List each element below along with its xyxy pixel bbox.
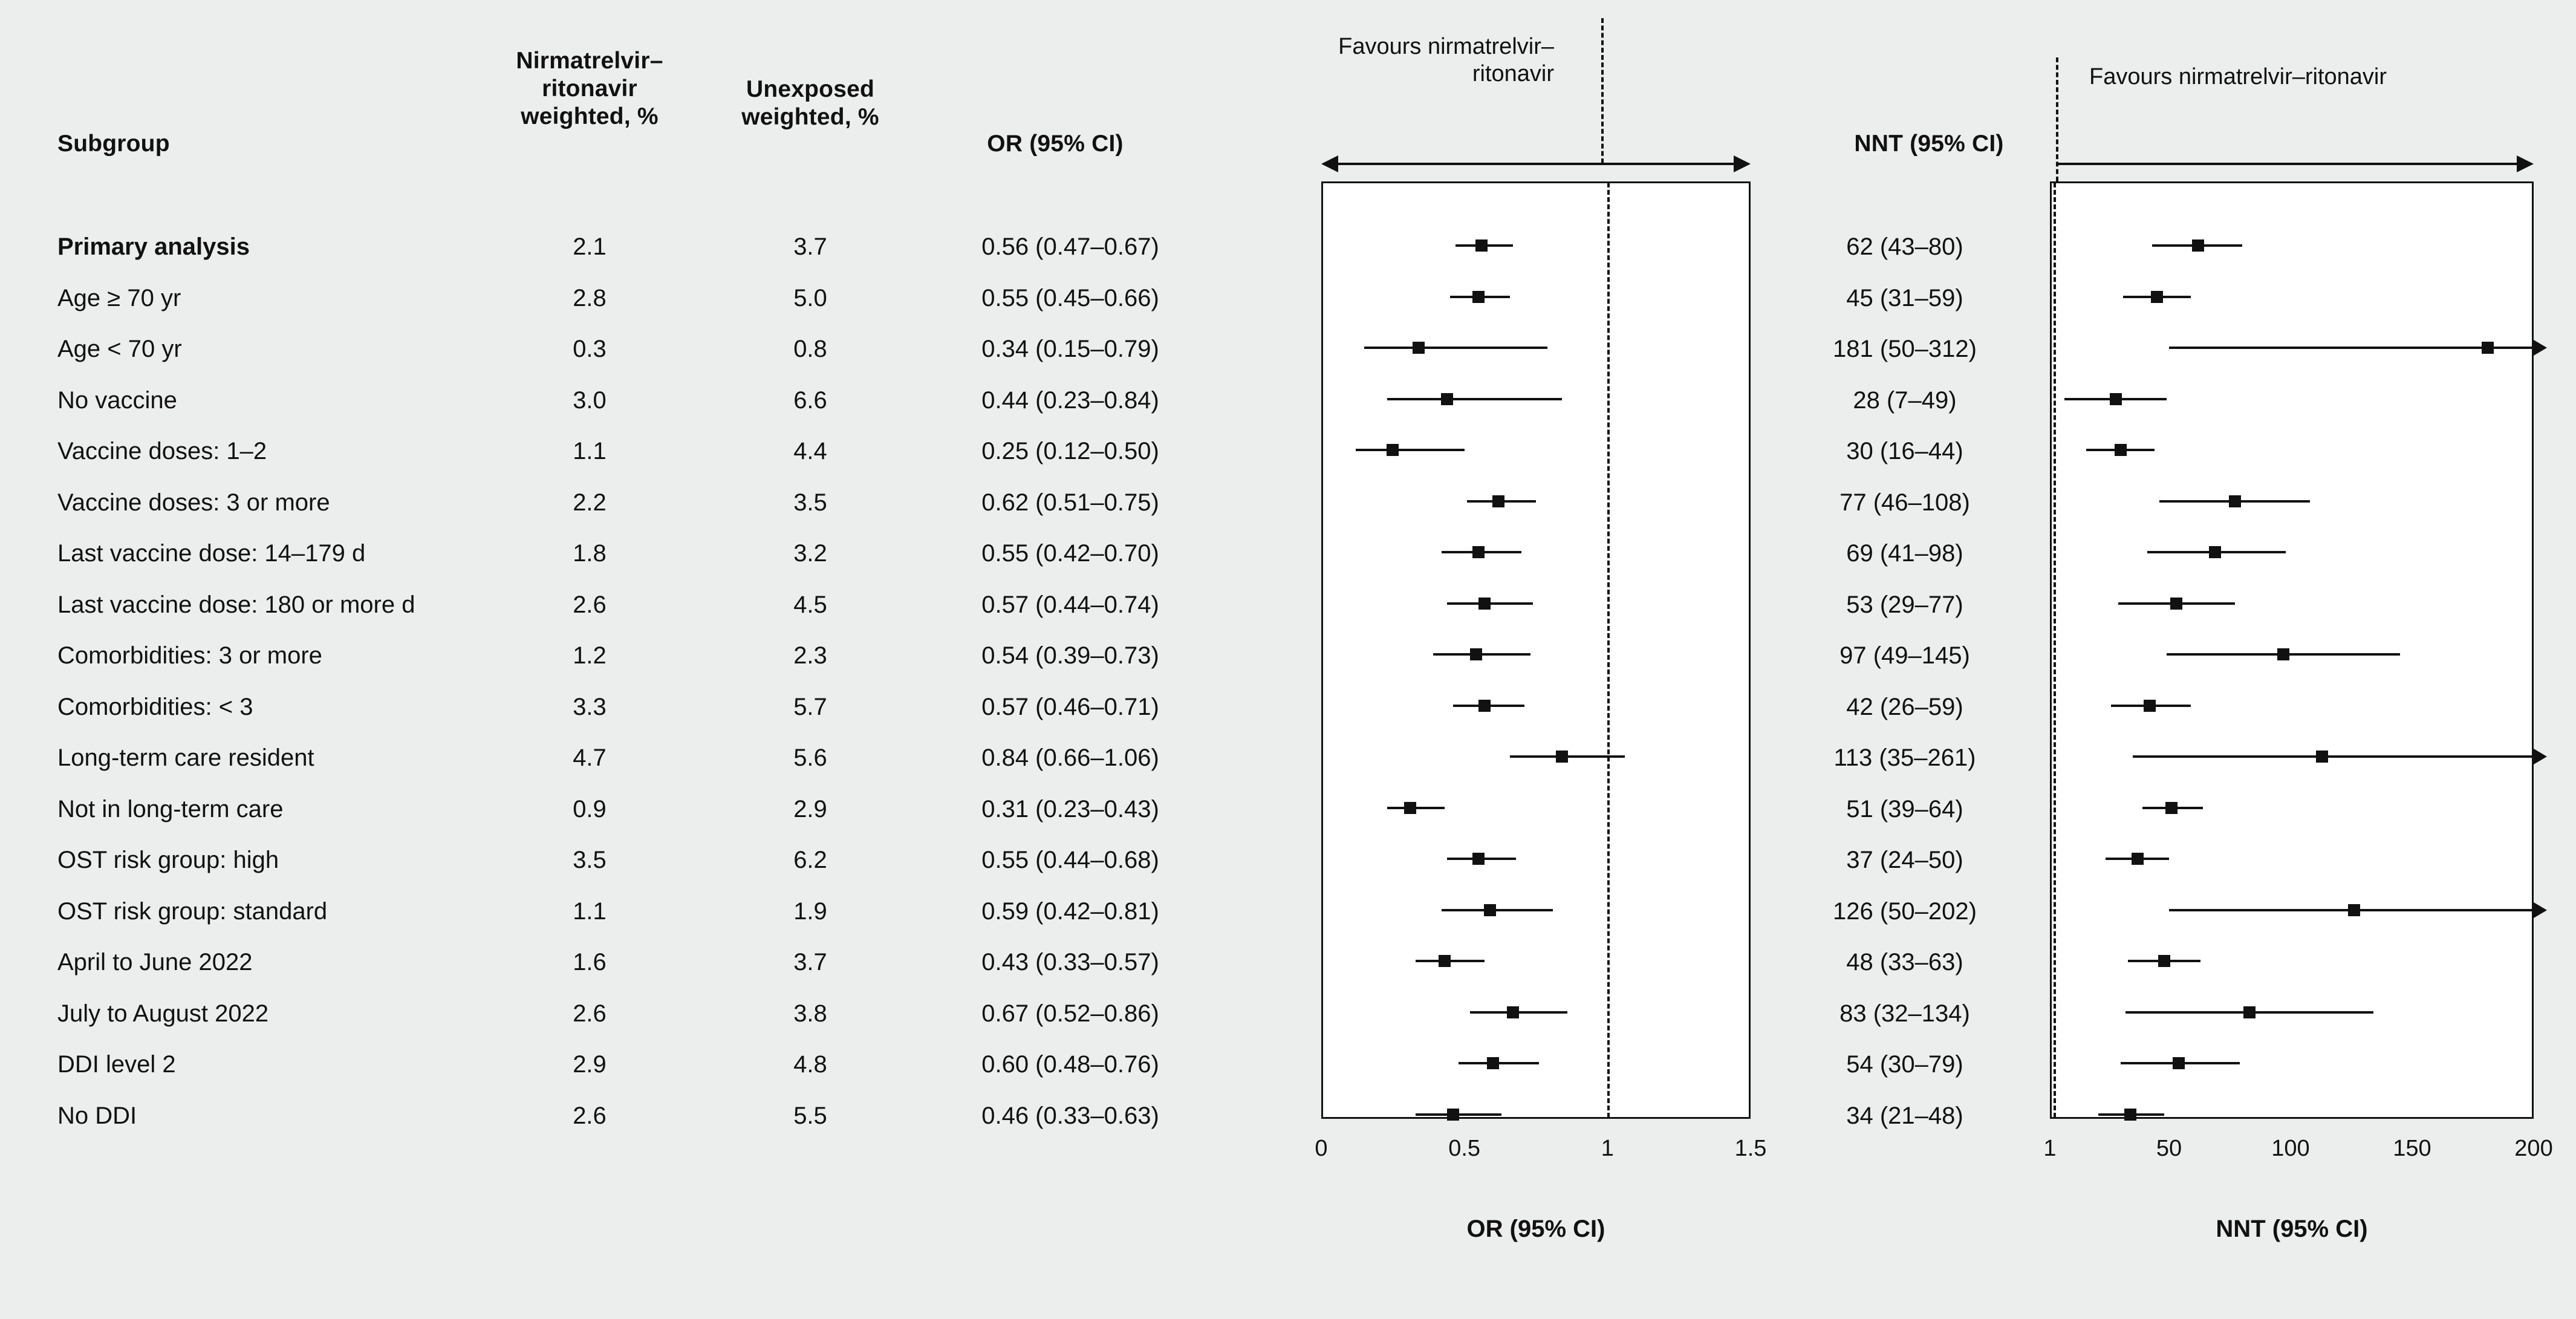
row-label-16: DDI level 2 (57, 1051, 176, 1078)
cell-unexposed-5: 3.5 (793, 489, 827, 516)
cell-nirmatrelvir-6: 1.8 (573, 540, 607, 567)
cell-nirmatrelvir-7: 2.6 (573, 591, 607, 618)
cell-or-6: 0.55 (0.42–0.70) (981, 540, 1159, 567)
cell-unexposed-15: 3.8 (793, 1000, 827, 1027)
cell-nnt-0: 62 (43–80) (1846, 233, 1963, 260)
header-nirmatrelvir-line1: Nirmatrelvir– (516, 48, 663, 74)
or-point-marker-12 (1472, 853, 1485, 865)
nnt-ci-arrow-10 (2534, 749, 2547, 764)
or-point-marker-9 (1478, 700, 1491, 712)
cell-nnt-14: 48 (33–63) (1846, 949, 1963, 975)
nnt-point-marker-5 (2229, 495, 2241, 507)
row-label-5: Vaccine doses: 3 or more (57, 489, 330, 516)
cell-or-2: 0.34 (0.15–0.79) (981, 336, 1159, 362)
cell-unexposed-11: 2.9 (793, 795, 827, 822)
or-point-marker-1 (1472, 291, 1485, 303)
or-ci-line-4 (1356, 449, 1465, 451)
nnt-ci-arrow-13 (2534, 902, 2547, 918)
row-label-11: Not in long-term care (57, 795, 284, 822)
cell-unexposed-1: 5.0 (793, 284, 827, 311)
cell-unexposed-12: 6.2 (793, 847, 827, 873)
or-axis-tick-1: 0.5 (1448, 1136, 1481, 1161)
cell-unexposed-16: 4.8 (793, 1051, 827, 1078)
or-axis-tick-2: 1 (1601, 1136, 1614, 1161)
row-label-8: Comorbidities: 3 or more (57, 642, 322, 669)
row-label-6: Last vaccine dose: 14–179 d (57, 540, 366, 567)
cell-nnt-9: 42 (26–59) (1846, 693, 1963, 720)
cell-or-10: 0.84 (0.66–1.06) (981, 744, 1159, 771)
row-label-4: Vaccine doses: 1–2 (57, 438, 267, 464)
or-point-marker-15 (1507, 1006, 1519, 1018)
or-forest-panel (1321, 181, 1751, 1119)
cell-nnt-6: 69 (41–98) (1846, 540, 1963, 567)
row-label-7: Last vaccine dose: 180 or more d (57, 591, 415, 618)
axis-title-or: OR (95% CI) (1466, 1216, 1605, 1242)
nnt-ci-line-10 (2133, 755, 2534, 758)
cell-nnt-4: 30 (16–44) (1846, 438, 1963, 464)
or-point-marker-13 (1484, 904, 1496, 916)
cell-or-7: 0.57 (0.44–0.74) (981, 591, 1159, 618)
cell-nirmatrelvir-15: 2.6 (573, 1000, 607, 1027)
header-unexposed-line1: Unexposed (746, 76, 874, 102)
cell-unexposed-8: 2.3 (793, 642, 827, 669)
or-reference-line (1607, 183, 1610, 1118)
cell-unexposed-7: 4.5 (793, 591, 827, 618)
nnt-point-marker-0 (2192, 239, 2204, 252)
cell-or-8: 0.54 (0.39–0.73) (981, 642, 1159, 669)
cell-nirmatrelvir-12: 3.5 (573, 847, 607, 873)
cell-or-13: 0.59 (0.42–0.81) (981, 897, 1159, 925)
cell-unexposed-9: 5.7 (793, 693, 827, 720)
cell-nirmatrelvir-2: 0.3 (573, 336, 607, 362)
nnt-point-marker-7 (2170, 598, 2182, 610)
cell-or-5: 0.62 (0.51–0.75) (981, 489, 1159, 516)
cell-unexposed-14: 3.7 (793, 949, 827, 975)
cell-nirmatrelvir-17: 2.6 (573, 1102, 607, 1129)
or-point-marker-0 (1475, 239, 1488, 252)
or-point-marker-2 (1413, 342, 1425, 354)
or-point-marker-7 (1478, 598, 1491, 610)
nnt-point-marker-1 (2151, 291, 2163, 303)
favours-double-arrow-or (1321, 162, 1751, 166)
nnt-point-marker-4 (2115, 444, 2127, 456)
cell-nnt-5: 77 (46–108) (1839, 489, 1970, 516)
favours-label-nnt: Favours nirmatrelvir–ritonavir (2089, 64, 2387, 90)
cell-nnt-13: 126 (50–202) (1833, 897, 1977, 925)
header-nirmatrelvir-line3: weighted, % (521, 103, 659, 129)
nnt-forest-panel (2050, 181, 2534, 1119)
header-unexposed-line2: weighted, % (741, 104, 879, 130)
cell-or-16: 0.60 (0.48–0.76) (981, 1051, 1159, 1078)
cell-nirmatrelvir-16: 2.9 (573, 1051, 607, 1078)
row-label-0: Primary analysis (57, 233, 250, 260)
cell-unexposed-10: 5.6 (793, 744, 827, 771)
nnt-point-marker-13 (2348, 904, 2360, 916)
cell-nnt-17: 34 (21–48) (1846, 1102, 1963, 1129)
header-or: OR (95% CI) (987, 131, 1124, 157)
cell-nnt-15: 83 (32–134) (1839, 1000, 1970, 1027)
nnt-ci-arrow-2 (2534, 340, 2547, 356)
cell-nirmatrelvir-13: 1.1 (573, 897, 607, 925)
cell-nirmatrelvir-9: 3.3 (573, 693, 607, 720)
or-point-marker-11 (1404, 802, 1416, 814)
nnt-axis-tick-2: 100 (2271, 1136, 2310, 1161)
or-point-marker-16 (1487, 1057, 1499, 1069)
or-axis-tick-0: 0 (1315, 1136, 1328, 1161)
favours-divider-or (1601, 18, 1604, 163)
nnt-point-marker-8 (2277, 648, 2289, 660)
nnt-point-marker-12 (2132, 853, 2144, 865)
cell-nirmatrelvir-5: 2.2 (573, 489, 607, 516)
cell-or-17: 0.46 (0.33–0.63) (981, 1102, 1159, 1129)
cell-nirmatrelvir-4: 1.1 (573, 438, 607, 464)
cell-unexposed-17: 5.5 (793, 1102, 827, 1129)
row-label-12: OST risk group: high (57, 847, 279, 873)
cell-nnt-2: 181 (50–312) (1833, 336, 1977, 362)
cell-nnt-11: 51 (39–64) (1846, 795, 1963, 822)
cell-nnt-3: 28 (7–49) (1853, 386, 1957, 414)
cell-nirmatrelvir-10: 4.7 (573, 744, 607, 771)
cell-nnt-16: 54 (30–79) (1846, 1051, 1963, 1078)
cell-unexposed-4: 4.4 (793, 438, 827, 464)
nnt-reference-line (2054, 183, 2056, 1118)
cell-or-15: 0.67 (0.52–0.86) (981, 1000, 1159, 1027)
cell-or-14: 0.43 (0.33–0.57) (981, 949, 1159, 975)
row-label-3: No vaccine (57, 386, 177, 414)
cell-nnt-12: 37 (24–50) (1846, 847, 1963, 873)
row-label-13: OST risk group: standard (57, 897, 328, 925)
nnt-point-marker-16 (2173, 1057, 2185, 1069)
cell-nirmatrelvir-1: 2.8 (573, 284, 607, 311)
or-axis-tick-3: 1.5 (1734, 1136, 1767, 1161)
nnt-axis-tick-1: 50 (2156, 1136, 2182, 1161)
cell-or-12: 0.55 (0.44–0.68) (981, 847, 1159, 873)
favours-label-or: Favours nirmatrelvir–ritonavir (1338, 34, 1554, 86)
nnt-point-marker-3 (2110, 393, 2122, 405)
or-point-marker-3 (1441, 393, 1453, 405)
cell-or-11: 0.31 (0.23–0.43) (981, 795, 1159, 822)
favours-arrow-nnt (2056, 162, 2534, 166)
cell-or-4: 0.25 (0.12–0.50) (981, 438, 1159, 464)
cell-nirmatrelvir-3: 3.0 (573, 386, 607, 414)
row-label-15: July to August 2022 (57, 1000, 269, 1027)
cell-nnt-7: 53 (29–77) (1846, 591, 1963, 618)
header-nirmatrelvir-line2: ritonavir (542, 76, 637, 102)
cell-nirmatrelvir-11: 0.9 (573, 795, 607, 822)
or-point-marker-5 (1492, 495, 1504, 507)
cell-nirmatrelvir-0: 2.1 (573, 233, 607, 260)
nnt-axis-tick-0: 1 (2043, 1136, 2057, 1161)
cell-or-3: 0.44 (0.23–0.84) (981, 386, 1159, 414)
or-ci-line-3 (1387, 398, 1562, 400)
nnt-point-marker-17 (2124, 1109, 2136, 1121)
nnt-point-marker-11 (2165, 802, 2178, 814)
or-point-marker-17 (1447, 1109, 1459, 1121)
nnt-point-marker-14 (2158, 955, 2170, 967)
row-label-10: Long-term care resident (57, 744, 314, 771)
nnt-ci-line-2 (2169, 347, 2534, 349)
cell-nnt-1: 45 (31–59) (1846, 284, 1963, 311)
nnt-point-marker-9 (2144, 700, 2156, 712)
cell-unexposed-13: 1.9 (793, 897, 827, 925)
row-label-9: Comorbidities: < 3 (57, 693, 253, 720)
cell-nirmatrelvir-8: 1.2 (573, 642, 607, 669)
cell-unexposed-2: 0.8 (793, 336, 827, 362)
cell-unexposed-3: 6.6 (793, 386, 827, 414)
cell-or-9: 0.57 (0.46–0.71) (981, 693, 1159, 720)
or-point-marker-14 (1439, 955, 1451, 967)
or-ci-line-13 (1442, 909, 1553, 911)
cell-or-1: 0.55 (0.45–0.66) (981, 284, 1159, 311)
row-label-17: No DDI (57, 1102, 137, 1129)
cell-or-0: 0.56 (0.47–0.67) (981, 233, 1159, 260)
nnt-point-marker-15 (2243, 1006, 2256, 1018)
cell-nirmatrelvir-14: 1.6 (573, 949, 607, 975)
or-ci-line-2 (1364, 347, 1547, 349)
nnt-axis-tick-4: 200 (2514, 1136, 2553, 1161)
cell-nnt-8: 97 (49–145) (1839, 642, 1970, 669)
row-label-2: Age < 70 yr (57, 336, 182, 362)
cell-unexposed-6: 3.2 (793, 540, 827, 567)
header-unexposed (711, 76, 910, 131)
header-nirmatrelvir (502, 47, 677, 131)
or-point-marker-6 (1472, 546, 1485, 558)
or-point-marker-8 (1470, 648, 1482, 660)
row-label-14: April to June 2022 (57, 949, 253, 975)
nnt-axis-tick-3: 150 (2393, 1136, 2431, 1161)
nnt-point-marker-6 (2209, 546, 2221, 558)
row-label-1: Age ≥ 70 yr (57, 284, 181, 311)
or-point-marker-10 (1556, 751, 1568, 763)
cell-unexposed-0: 3.7 (793, 233, 827, 260)
cell-nnt-10: 113 (35–261) (1833, 744, 1976, 771)
header-subgroup: Subgroup (57, 131, 170, 157)
nnt-point-marker-2 (2482, 342, 2494, 354)
or-point-marker-4 (1387, 444, 1399, 456)
nnt-point-marker-10 (2316, 751, 2328, 763)
header-nnt: NNT (95% CI) (1854, 131, 2004, 157)
axis-title-nnt: NNT (95% CI) (2216, 1216, 2368, 1242)
